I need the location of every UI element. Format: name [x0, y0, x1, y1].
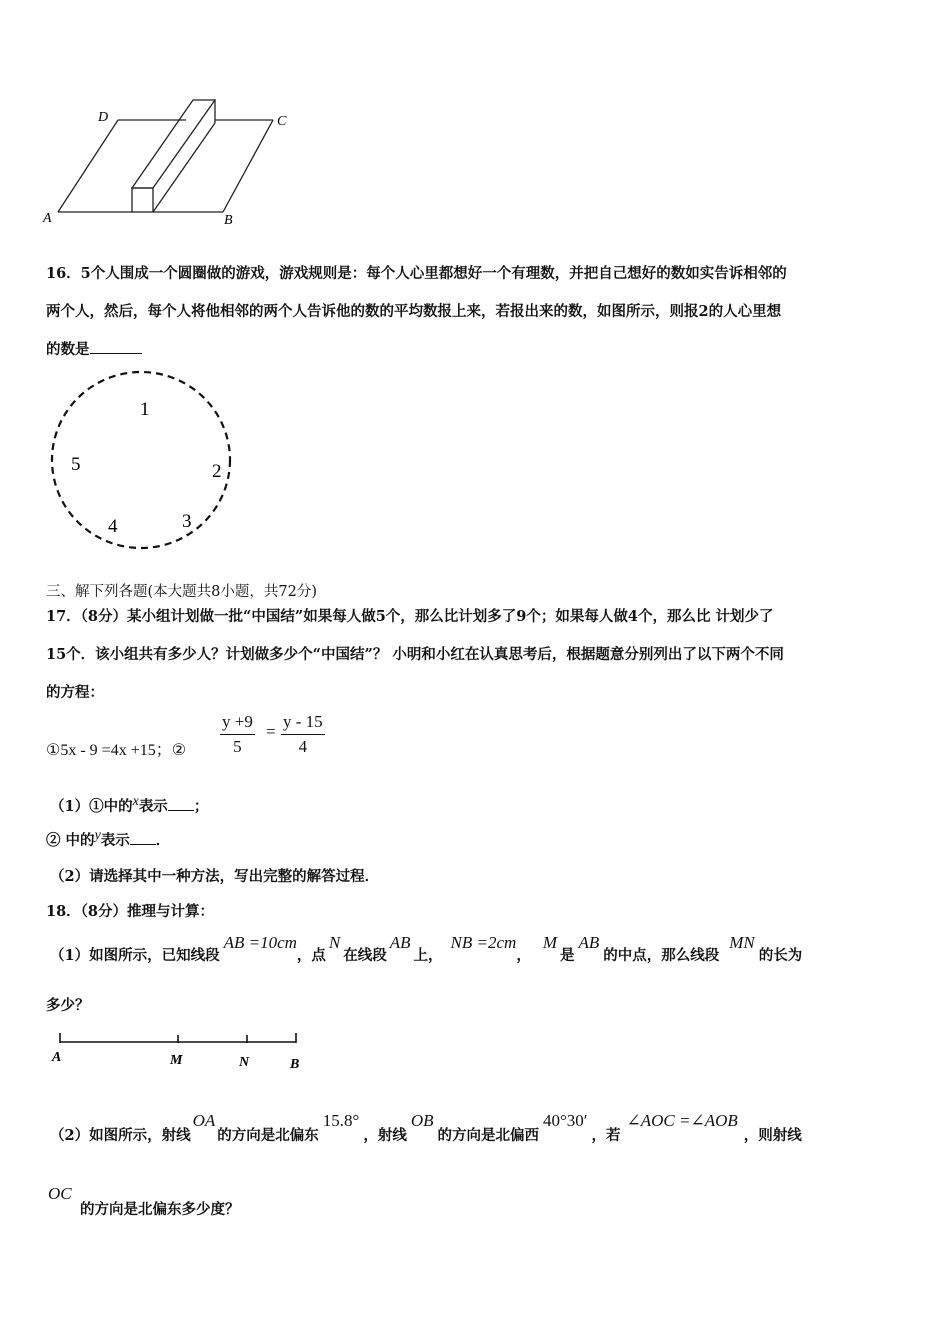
q17-fraction-left	[220, 712, 255, 757]
fraction-right-numerator: y - 15	[281, 712, 325, 735]
section3-title: 三、解下列各题(本大题共8小题，共72分)	[46, 584, 317, 600]
p2-math-ob: OB	[410, 1111, 434, 1130]
q16-line3	[46, 338, 142, 359]
q16-line3-text: 的数是	[46, 341, 90, 358]
q18-title: 18．（8分）推理与计算：	[46, 903, 215, 920]
q17-equation-1: ①5x - 9 =4x +15；②	[46, 742, 187, 759]
p1-text-g: 的中点，那么线段	[603, 947, 720, 964]
q16-answer-blank[interactable]	[90, 339, 142, 354]
p2-math-angle1: 15.8°	[322, 1111, 360, 1130]
circle-number-4: 4	[108, 516, 118, 537]
part1-a-end: ；	[193, 798, 209, 815]
p1-text-e: ，	[516, 947, 531, 964]
parallelogram-figure	[40, 90, 300, 230]
p2-math-oc: OC	[48, 1184, 72, 1203]
p2-text-d: 的方向是北偏西	[437, 1127, 539, 1144]
circle-number-5: 5	[71, 454, 81, 475]
var-x: x	[132, 794, 139, 809]
point-a-label: A	[43, 211, 52, 226]
segment-figure	[46, 1026, 316, 1076]
p1-text-b: ，点	[296, 947, 326, 964]
p2-math-oa: OA	[192, 1111, 216, 1130]
p1-text-f: 是	[559, 947, 575, 964]
fraction-right-denominator: 4	[298, 737, 308, 756]
q16-line1: 16．5个人围成一个圆圈做的游戏，游戏规则是：每个人心里都想好一个有理数，并把自己想好的数如实告诉相邻的	[46, 265, 787, 282]
part1-b-end: ．	[155, 832, 171, 849]
var-y: y	[94, 828, 101, 843]
circle-number-3: 3	[182, 511, 192, 532]
p1-text-d: 上，	[413, 947, 443, 964]
p2-text-f: ，则射线	[743, 1127, 802, 1144]
q17-line1: 17．（8分）某小组计划做一批“中国结”如果每人做5个，那么比计划多了9个；如果每人做4个，那么比 计划少了	[46, 608, 774, 625]
p1-math-m: M	[542, 933, 557, 952]
q18-part1-line2: 多少？	[46, 997, 90, 1014]
equals-sign: =	[266, 722, 276, 741]
part1-b-prefix: ② 中的	[46, 832, 95, 849]
q17-part1-b	[46, 829, 170, 850]
q18-part2-line2: 的方向是北偏东多少度？	[80, 1201, 240, 1218]
q17-part1-a	[50, 795, 208, 816]
part1-a-suffix: 表示	[138, 798, 168, 815]
p2-text-b: 的方向是北偏东	[217, 1127, 319, 1144]
part1-b-blank[interactable]	[130, 830, 156, 845]
part1-a-blank[interactable]	[168, 796, 194, 811]
p2-text-c: ，射线	[363, 1127, 407, 1144]
p1-math-mn: MN	[729, 933, 755, 952]
p1-math-n: N	[328, 933, 341, 952]
q18-part2	[50, 1110, 802, 1144]
p1-math-ab-2: AB	[578, 933, 600, 952]
circle-figure	[44, 366, 240, 556]
q17-line3: 的方程：	[46, 684, 104, 701]
part1-b-suffix: 表示	[100, 832, 130, 849]
q17-part2: （2）请选择其中一种方法，写出完整的解答过程．	[50, 868, 380, 885]
fraction-left-denominator: 5	[233, 737, 242, 756]
p1-text-h: 的长为	[758, 947, 803, 964]
q16-line2: 两个人，然后，每个人将他相邻的两个人告诉他的数的平均数报上来，若报出来的数，如图所示，则报2的人心里想	[46, 303, 782, 320]
segment-label-m: M	[170, 1053, 183, 1068]
segment-label-a: A	[52, 1050, 62, 1065]
circle-number-1: 1	[140, 399, 150, 420]
q17-fraction-right	[281, 712, 325, 757]
p2-text-a: （2）如图所示，射线	[50, 1127, 191, 1144]
q18-part1	[50, 932, 802, 962]
segment-label-b: B	[290, 1057, 300, 1072]
p1-text-a: （1）如图所示，已知线段	[50, 947, 220, 964]
p2-text-e: ，若	[591, 1127, 621, 1144]
p2-math-angle-eq: ∠AOC =∠AOB	[626, 1111, 738, 1130]
part1-a-prefix: （1）①中的	[50, 798, 133, 815]
p2-math-angle2: 40°30′	[543, 1111, 588, 1130]
point-b-label: B	[224, 213, 233, 228]
point-c-label: C	[277, 114, 287, 129]
p1-math-ab-length: AB =10cm	[223, 933, 297, 952]
fraction-left-numerator: y +9	[220, 712, 255, 735]
p1-math-nb: NB =2cm	[450, 933, 517, 952]
p1-text-c: 在线段	[343, 947, 387, 964]
circle-number-2: 2	[212, 461, 222, 482]
segment-label-n: N	[239, 1055, 250, 1070]
p1-math-ab: AB	[389, 933, 411, 952]
q17-line2: 15个．该小组共有多少人？计划做多少个“中国结”？ 小明和小红在认真思考后，根据题意分别列出了以下两个不同	[46, 646, 784, 663]
point-d-label: D	[98, 110, 109, 125]
